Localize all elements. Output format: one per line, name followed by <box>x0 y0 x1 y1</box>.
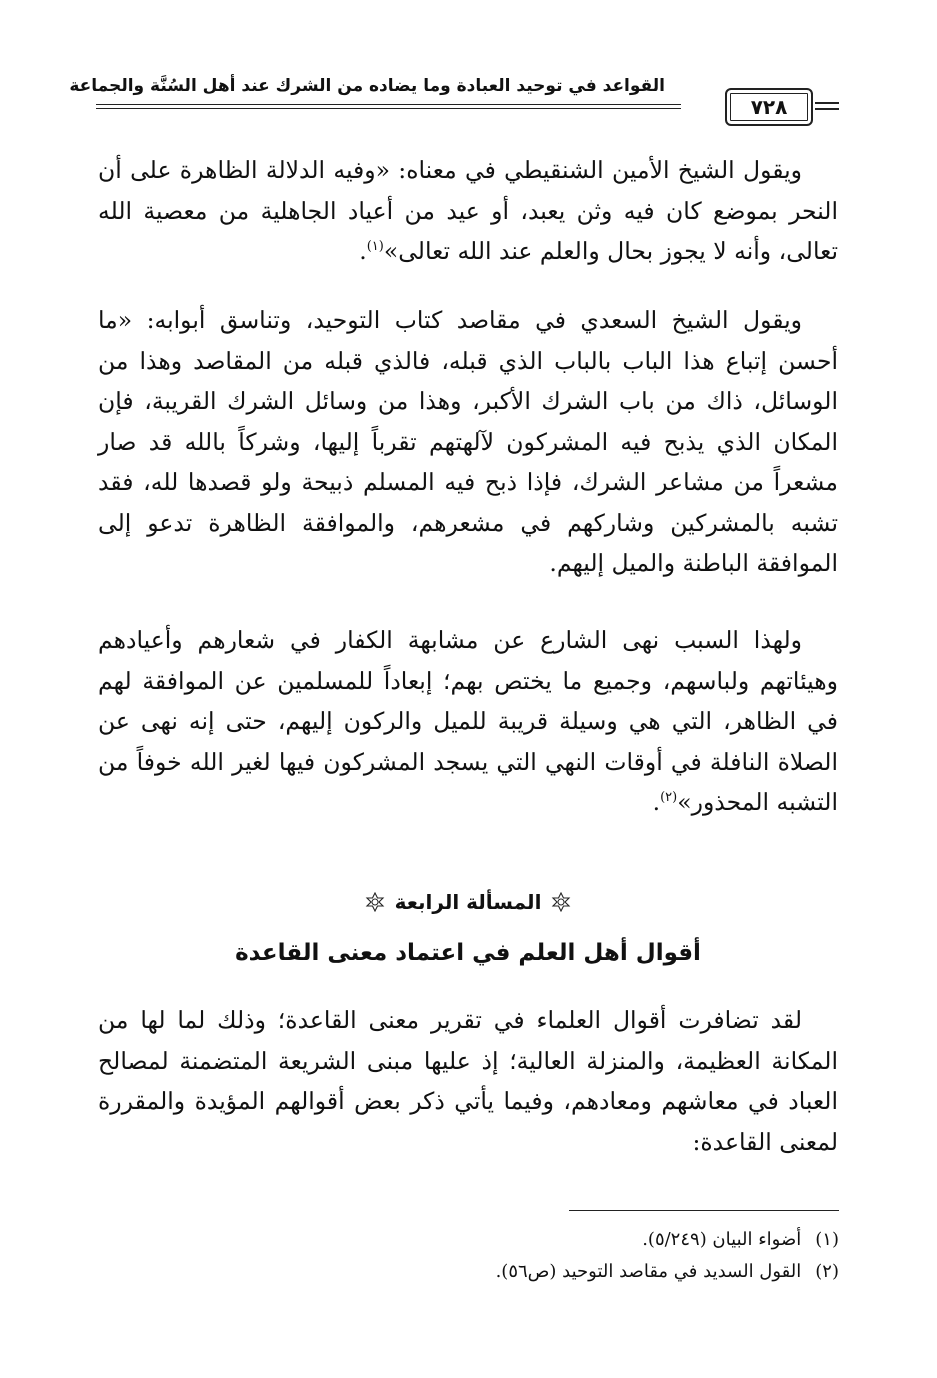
section-heading <box>98 890 838 914</box>
paragraph-end: . <box>359 237 367 265</box>
footnote-separator <box>569 1210 839 1211</box>
paragraph-imitation-prohibition <box>98 620 838 823</box>
ornament-icon <box>551 892 571 912</box>
footnote-item <box>99 1224 839 1256</box>
paragraph-end: . <box>652 788 661 816</box>
section-heading-text: المسألة الرابعة <box>394 890 542 914</box>
footnote-number: (٢) <box>815 1261 839 1282</box>
footnote-text: القول السديد في مقاصد التوحيد (ص٥٦). <box>495 1261 802 1282</box>
footnote-item <box>99 1256 839 1288</box>
paragraph-saadi-quote <box>98 300 838 584</box>
paragraph-text: ويقول الشيخ الأمين الشنقيطي في معناه: «وفيه الدلالة الظاهرة على أن النحر بموضع كان فيه وثن يعبد، أو عيد من أعياد الجاهلية من معصية الله تعالى، وأنه لا يجوز بحال والعلم عند الله تعالى» <box>98 156 838 265</box>
header-title: القواعد في توحيد العبادة وما يضاده من الشرك عند أهل السُنَّة والجماعة <box>69 76 665 96</box>
footnote-ref-2: (٢) <box>660 790 678 805</box>
footnote-ref-1: (١) <box>366 239 384 254</box>
paragraph-text: ولهذا السبب نهى الشارع عن مشابهة الكفار في شعارهم وأعيادهم وهيئاتهم ولباسهم، وجميع ما يختص بهم؛ إبعاداً للمسلمين عن الموافقة لهم في الظاهر، التي هي وسيلة قريبة للميل والركون إليهم، حتى إنه نهى عن الصلاة النافلة في أوقات النهي التي يسجد المشركون فيها لغير الله خوفاً من التشبه المحذور» <box>98 626 838 816</box>
header-rule <box>96 108 681 109</box>
header-bar <box>815 102 839 104</box>
ornament-icon <box>365 892 385 912</box>
footnote-number: (١) <box>815 1229 839 1250</box>
section-subheading: أقوال أهل العلم في اعتماد معنى القاعدة <box>235 940 701 966</box>
header-bar <box>815 108 839 110</box>
running-header <box>69 68 839 128</box>
footnote-text: أضواء البيان (٥/٢٤٩). <box>642 1229 802 1250</box>
paragraph-shinqiti-quote <box>98 150 838 272</box>
paragraph-scholars-agreement <box>98 1000 838 1162</box>
paragraph-text: لقد تضافرت أقوال العلماء في تقرير معنى القاعدة؛ وذلك لما لها من المكانة العظيمة، والمنزلة العالية؛ إذ عليها مبنى الشريعة المتضمنة لمصالح العباد في معاشهم ومعادهم، وفيما يأتي ذكر بعض أقوالهم المؤيدة والمقررة لمعنى القاعدة: <box>98 1006 838 1156</box>
page-number: ٧٢٨ <box>725 88 813 126</box>
footnotes <box>99 1224 839 1288</box>
paragraph-text: ويقول الشيخ السعدي في مقاصد كتاب التوحيد، وتناسق أبوابه: «ما أحسن إتباع هذا الباب بالباب الذي قبله، فالذي قبله من المقاصد وهذا من الوسائل، ذاك من باب الشرك الأكبر، وهذا من وسائل الشرك القريبة، فإن المكان الذي يذبح فيه المشركون لآلهتهم تقرباً إليها، وشركاً بالله قد صار مشعراً من مشاعر الشرك، فإذا ذبح فيه المسلم ذبيحة ولو قصدها لله، فقد تشبه بالمشركين وشاركهم في مشعرهم، والموافقة الظاهرة تدعو إلى الموافقة الباطنة والميل إليهم. <box>98 306 838 577</box>
header-rule <box>96 104 681 105</box>
